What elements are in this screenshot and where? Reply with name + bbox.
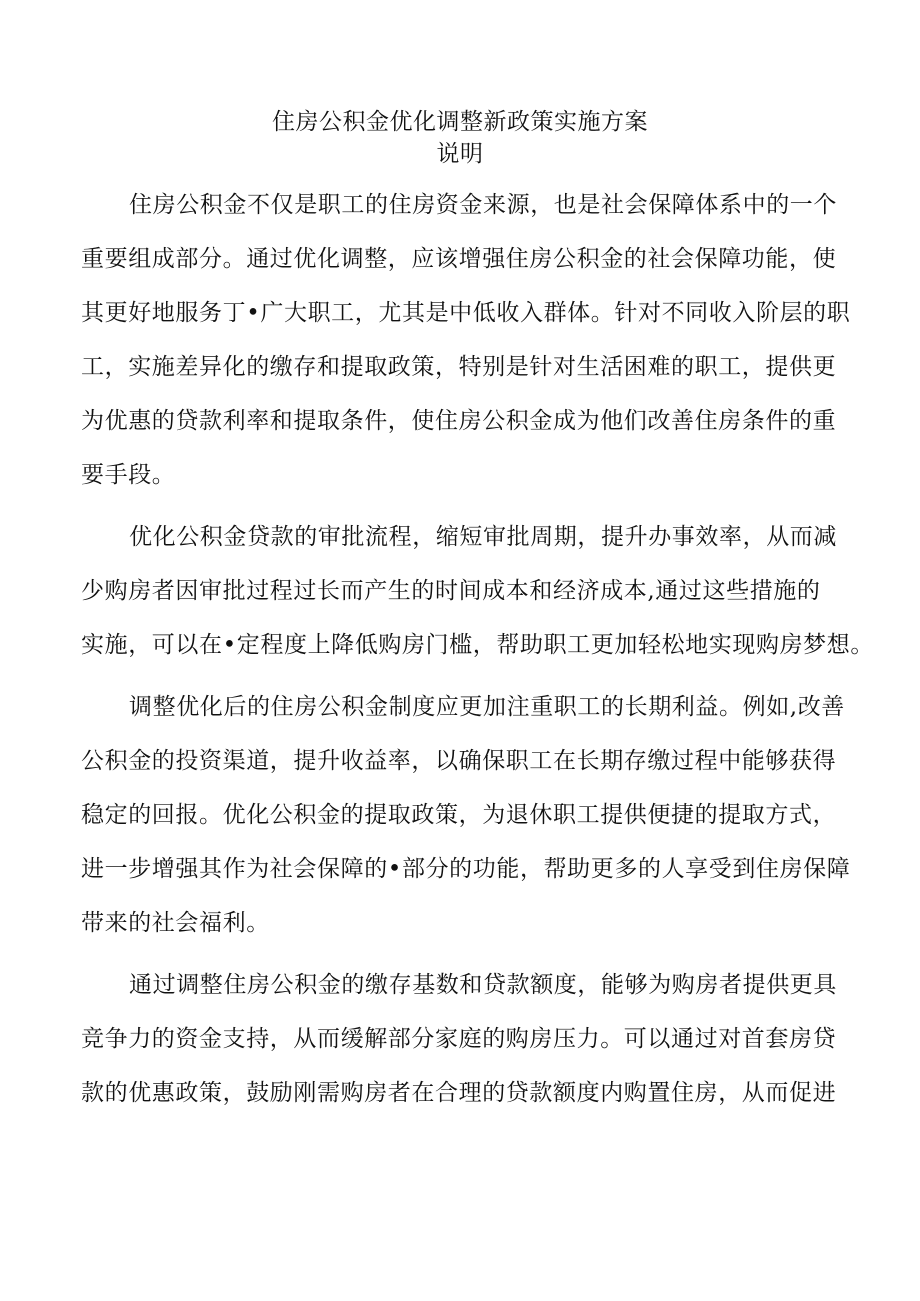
paragraph-line: 通过调整住房公积金的缴存基数和贷款额度，能够为购房者提供更具 bbox=[129, 972, 837, 998]
paragraph-line: 公积金的投资渠道，提升收益率，以确保职工在长期存缴过程中能够获得 bbox=[81, 748, 837, 774]
paragraph-line: 优化公积金贷款的审批流程，缩短审批周期，提升办事效率，从而减 bbox=[129, 524, 837, 550]
paragraph-line: 要手段。 bbox=[81, 462, 176, 488]
paragraph-line: 竞争力的资金支持，从而缓解部分家庭的购房压力。可以通过对首套房贷 bbox=[81, 1026, 837, 1052]
paragraph-line: 住房公积金不仅是职工的住房资金来源，也是社会保障体系中的一个 bbox=[129, 192, 837, 218]
document-title: 住房公积金优化调整新政策实施方案 bbox=[272, 109, 648, 135]
document-subtitle: 说明 bbox=[436, 141, 484, 167]
paragraph-line: 稳定的回报。优化公积金的提取政策，为退休职工提供便捷的提取方式， bbox=[81, 802, 837, 828]
paragraph-line: 工，实施差异化的缴存和提取政策，特别是针对生活困难的职工，提供更 bbox=[81, 354, 837, 380]
paragraph-line: 重要组成部分。通过优化调整，应该增强住房公积金的社会保障功能，使 bbox=[81, 246, 837, 272]
paragraph-line: 为优惠的贷款利率和提取条件，使住房公积金成为他们改善住房条件的重 bbox=[81, 408, 837, 434]
paragraph-line: 带来的社会福利。 bbox=[81, 910, 270, 936]
paragraph-line: 其更好地服务丁•广大职工，尤其是中低收入群体。针对不同收入阶层的职 bbox=[81, 300, 851, 326]
paragraph-line: 调整优化后的住房公积金制度应更加注重职工的长期利益。例如,改善 bbox=[129, 694, 845, 720]
paragraph-line: 实施，可以在•定程度上降低购房门槛，帮助职工更加轻松地实现购房梦想。 bbox=[81, 632, 874, 658]
paragraph-line: 少购房者因审批过程过长而产生的时间成本和经济成本,通过这些措施的 bbox=[81, 578, 821, 604]
paragraph-line: 款的优惠政策，鼓励刚需购房者在合理的贷款额度内购置住房，从而促进 bbox=[81, 1080, 837, 1106]
paragraph-line: 进一步增强其作为社会保障的•部分的功能，帮助更多的人享受到住房保障 bbox=[81, 856, 851, 882]
